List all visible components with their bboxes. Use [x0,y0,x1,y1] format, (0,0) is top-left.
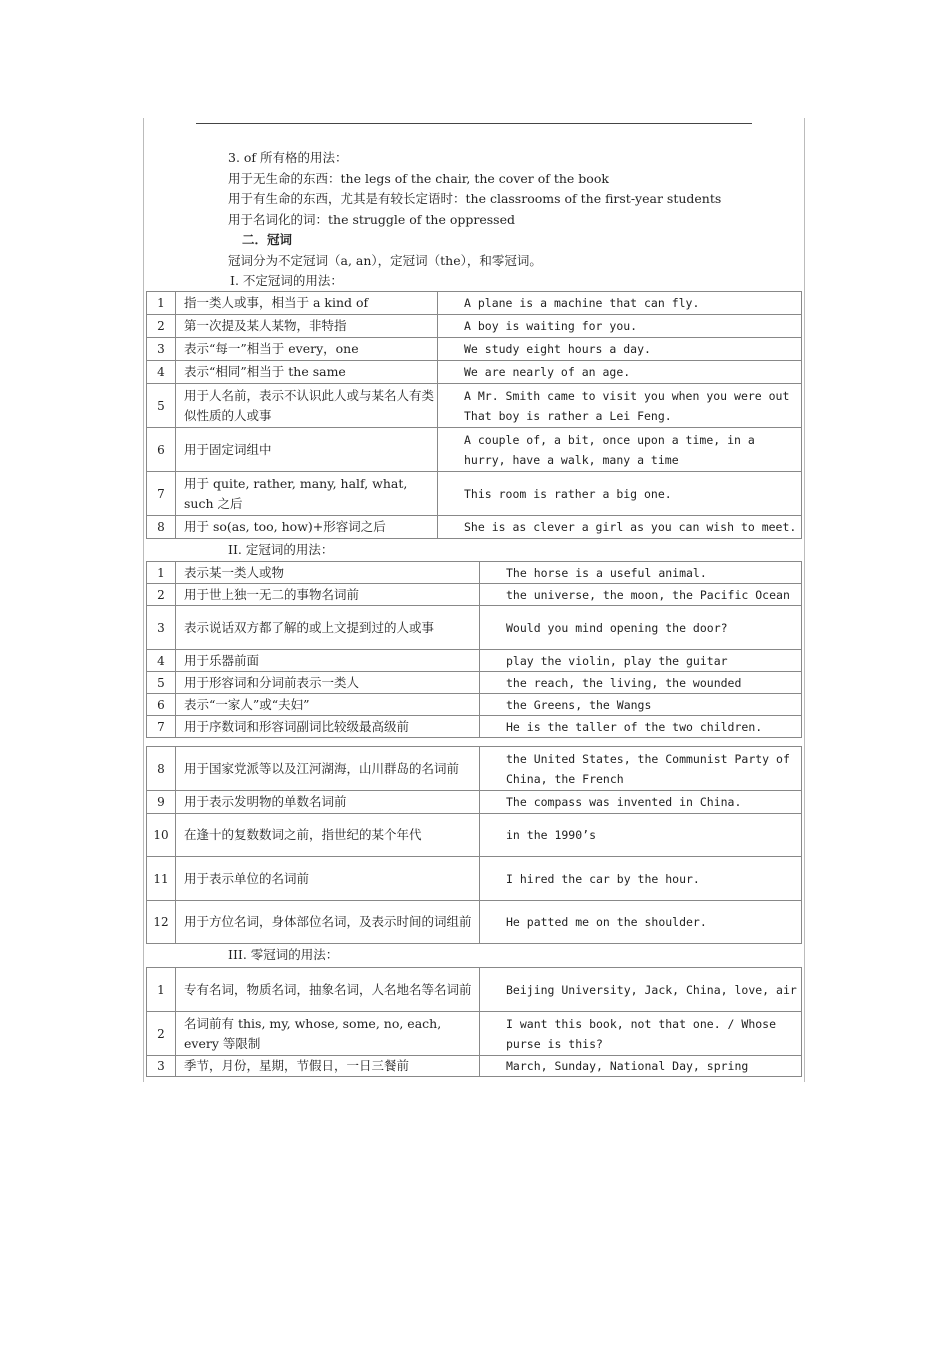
example-cell: the reach, the living, the wounded [480,672,802,694]
subsection-title: II. 定冠词的用法： [228,542,334,557]
example-cell: We study eight hours a day. [438,338,802,361]
table-row [147,516,802,539]
row-number: 9 [147,791,176,814]
table-row [147,791,802,814]
definite-article-table [146,561,802,738]
usage-cell: 名词前有 this, my, whose, some, no, each, every 等限制 [176,1012,480,1056]
example-cell: She is as clever a girl as you can wish to meet. [438,516,802,539]
row-number: 12 [147,901,176,944]
intro-line: 用于有生命的东西，尤其是有较长定语时：the classrooms of the first-year students [228,191,722,206]
table-row [147,472,802,516]
usage-cell: 在逢十的复数数词之前，指世纪的某个年代 [176,814,480,857]
example-cell: Beijing University, Jack, China, love, air [480,968,802,1012]
example-cell: Would you mind opening the door? [480,606,802,650]
row-number: 3 [147,606,176,650]
row-number: 4 [147,361,176,384]
table-row [147,857,802,901]
document-page [143,118,805,1082]
intro-block [228,148,800,292]
row-number: 2 [147,1012,176,1056]
intro-line: 用于名词化的词：the struggle of the oppressed [228,211,515,227]
example-cell: the United States, the Communist Party of China, the French [480,747,802,791]
example-cell: play the violin, play the guitar [480,650,802,672]
subsection-title: III. 零冠词的用法： [228,947,339,962]
example-cell: the universe, the moon, the Pacific Ocean [480,584,802,606]
example-cell: March, Sunday, National Day, spring [480,1056,802,1077]
example-cell: in the 1990’s [480,814,802,857]
table-row [147,901,802,944]
row-number: 4 [147,650,176,672]
table-row [147,428,802,472]
row-number: 6 [147,694,176,716]
table-row [147,584,802,606]
usage-cell: 用于方位名词，身体部位名词，及表示时间的词组前 [176,901,480,944]
intro-line: 用于无生命的东西：the legs of the chair, the cover of the book [228,170,609,186]
usage-cell: 表示“一家人”或“夫妇” [176,694,480,716]
row-number: 1 [147,968,176,1012]
row-number: 5 [147,384,176,428]
table-row [147,292,802,315]
example-cell: A couple of, a bit, once upon a time, in a hurry, have a walk, many a time [438,428,802,472]
usage-cell: 用于国家党派等以及江河湖海，山川群岛的名词前 [176,747,480,791]
usage-cell: 季节，月份，星期，节假日，一日三餐前 [176,1056,480,1077]
example-cell: A boy is waiting for you. [438,315,802,338]
row-number: 5 [147,672,176,694]
example-cell: We are nearly of an age. [438,361,802,384]
section-heading: 二．冠词 [242,232,293,247]
row-number: 6 [147,428,176,472]
table-row [147,650,802,672]
row-number: 1 [147,292,176,315]
table-row [147,1056,802,1077]
table-row [147,747,802,791]
usage-cell: 用于表示发明物的单数名词前 [176,791,480,814]
example-cell: The compass was invented in China. [480,791,802,814]
usage-cell: 指一类人或事，相当于 a kind of [176,292,438,315]
usage-cell: 表示“每一”相当于 every，one [176,338,438,361]
usage-cell: 用于人名前，表示不认识此人或与某名人有类似性质的人或事 [176,384,438,428]
usage-cell: 用于表示单位的名词前 [176,857,480,901]
example-cell: This room is rather a big one. [438,472,802,516]
row-number: 8 [147,516,176,539]
table-row [147,1012,802,1056]
row-number: 10 [147,814,176,857]
usage-cell: 用于乐器前面 [176,650,480,672]
row-number: 11 [147,857,176,901]
table-row [147,361,802,384]
example-cell: The horse is a useful animal. [480,562,802,584]
zero-article-table [146,967,802,1077]
example-cell: I hired the car by the hour. [480,857,802,901]
usage-cell: 第一次提及某人某物，非特指 [176,315,438,338]
usage-cell: 用于序数词和形容词副词比较级最高级前 [176,716,480,738]
example-cell: A Mr. Smith came to visit you when you were out That boy is rather a Lei Feng. [438,384,802,428]
usage-cell: 表示说话双方都了解的或上文提到过的人或事 [176,606,480,650]
table-row [147,694,802,716]
usage-cell: 表示“相同”相当于 the same [176,361,438,384]
header-rule [196,123,752,124]
row-number: 3 [147,338,176,361]
row-number: 1 [147,562,176,584]
usage-cell: 表示某一类人或物 [176,562,480,584]
row-number: 2 [147,584,176,606]
table-row [147,384,802,428]
table-row [147,338,802,361]
example-cell: the Greens, the Wangs [480,694,802,716]
row-number: 8 [147,747,176,791]
example-cell: I want this book, not that one. / Whose purse is this? [480,1012,802,1056]
table-row [147,716,802,738]
row-number: 7 [147,472,176,516]
usage-cell: 用于 so(as, too, how)+形容词之后 [176,516,438,539]
usage-cell: 用于形容词和分词前表示一类人 [176,672,480,694]
table-row [147,672,802,694]
example-cell: A plane is a machine that can fly. [438,292,802,315]
intro-line: 冠词分为不定冠词（a, an），定冠词（the），和零冠词。 [228,252,542,268]
usage-cell: 专有名词，物质名词，抽象名词，人名地名等名词前 [176,968,480,1012]
indefinite-article-table [146,291,802,539]
table-row [147,562,802,584]
row-number: 3 [147,1056,176,1077]
usage-cell: 用于 quite, rather, many, half, what, such 之后 [176,472,438,516]
table-row [147,606,802,650]
usage-cell: 用于世上独一无二的事物名词前 [176,584,480,606]
table-row [147,315,802,338]
table-row [147,814,802,857]
definite-article-table-continued [146,746,802,944]
usage-cell: 用于固定词组中 [176,428,438,472]
intro-line: 3. of 所有格的用法： [228,150,348,165]
row-number: 7 [147,716,176,738]
subsection-title: I. 不定冠词的用法： [230,273,343,288]
example-cell: He is the taller of the two children. [480,716,802,738]
row-number: 2 [147,315,176,338]
table-row [147,968,802,1012]
example-cell: He patted me on the shoulder. [480,901,802,944]
